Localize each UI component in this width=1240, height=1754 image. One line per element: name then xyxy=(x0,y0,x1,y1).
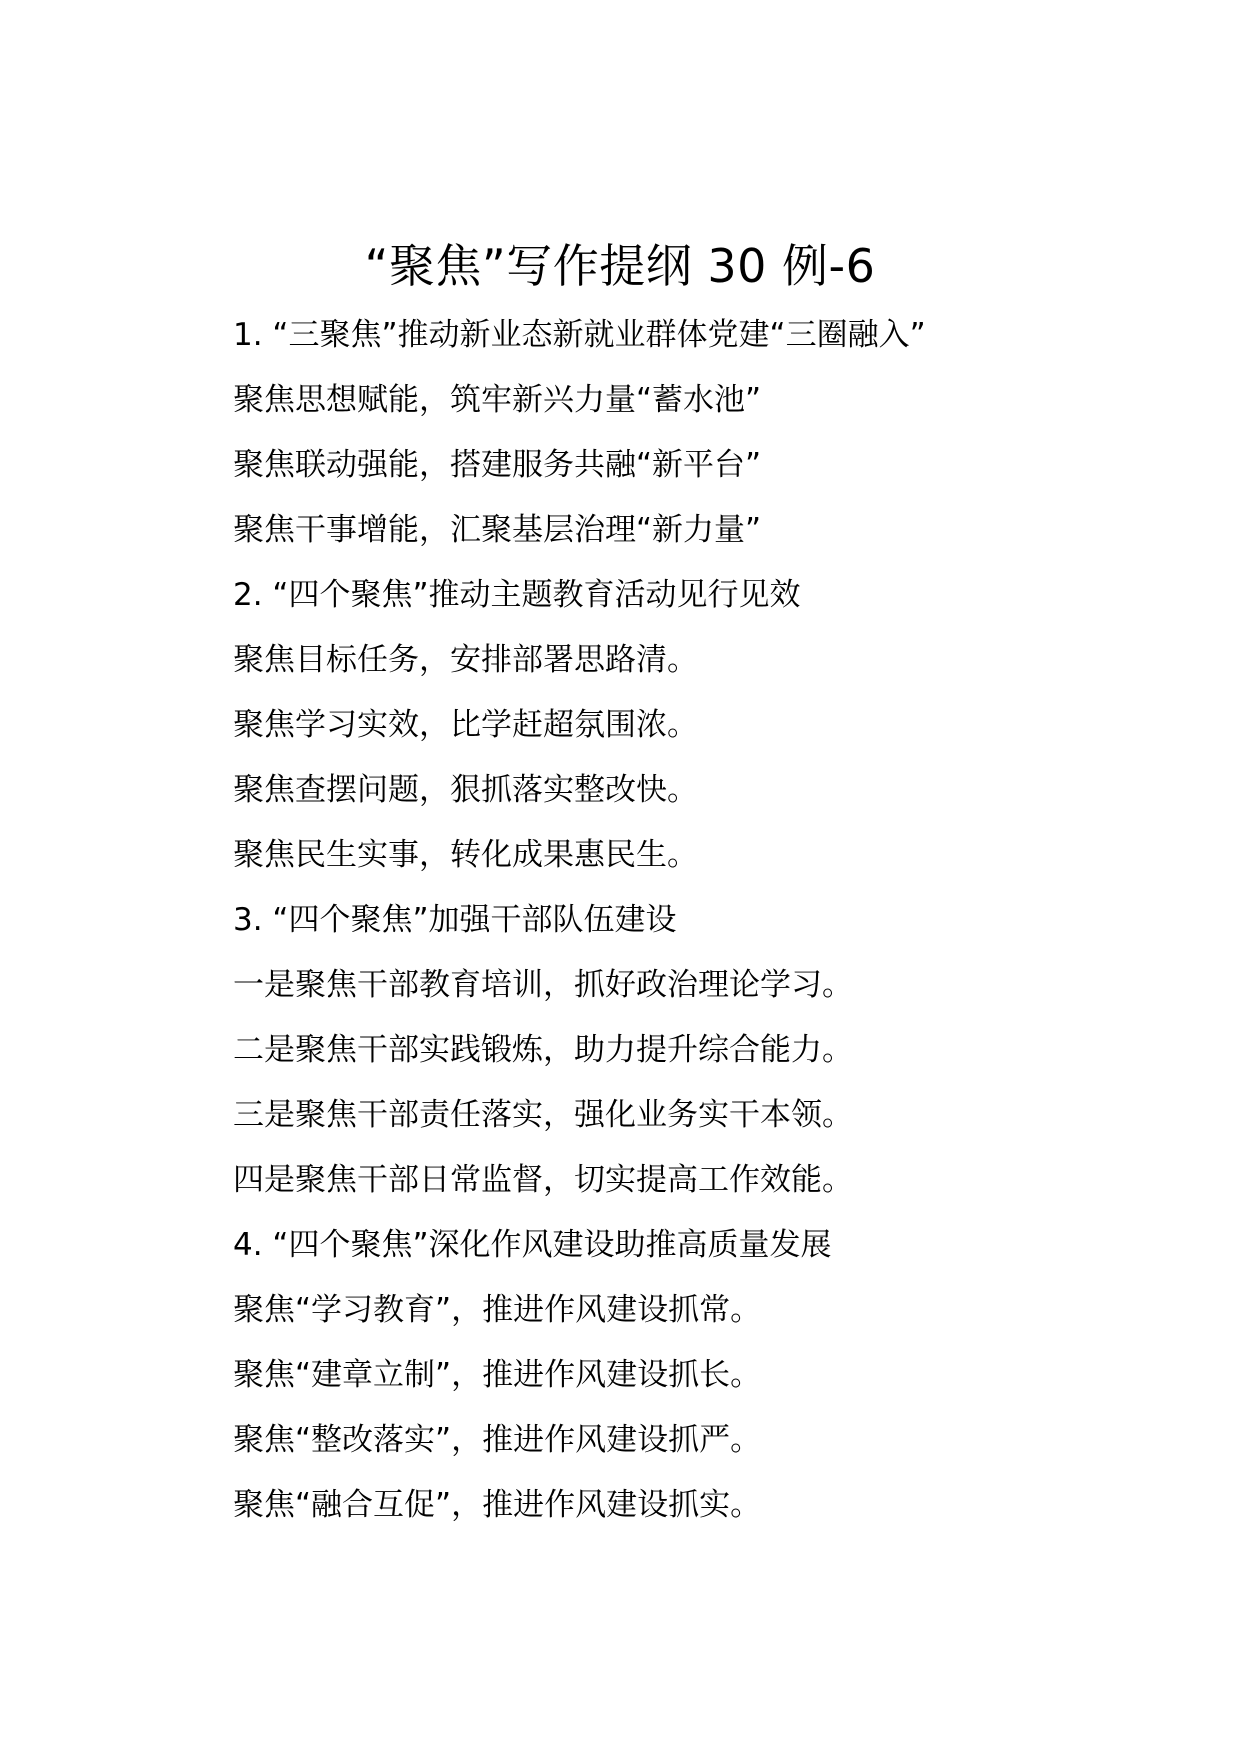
text-line: 聚焦查摆问题，狠抓落实整改快。 xyxy=(233,772,698,808)
text-line: 二是聚焦干部实践锻炼，助力提升综合能力。 xyxy=(233,1032,853,1068)
document-title: “聚焦”写作提纲 30 例-6 xyxy=(364,239,876,293)
text-line: 聚焦干事增能，汇聚基层治理“新力量” xyxy=(233,512,762,548)
text-line: 聚焦“学习教育”，推进作风建设抓常。 xyxy=(233,1292,762,1328)
heading-2: 2. “四个聚焦”推动主题教育活动见行见效 xyxy=(233,577,801,613)
heading-3: 3. “四个聚焦”加强干部队伍建设 xyxy=(233,902,677,938)
heading-1: 1. “三聚焦”推动新业态新就业群体党建“三圈融入” xyxy=(233,317,926,353)
heading-4: 4. “四个聚焦”深化作风建设助推高质量发展 xyxy=(233,1227,832,1263)
document-body xyxy=(233,303,1133,1538)
text-line: 聚焦“融合互促”，推进作风建设抓实。 xyxy=(233,1487,762,1523)
text-line: 聚焦思想赋能，筑牢新兴力量“蓄水池” xyxy=(233,382,762,418)
text-line: 三是聚焦干部责任落实，强化业务实干本领。 xyxy=(233,1097,853,1133)
text-line: 聚焦“建章立制”，推进作风建设抓长。 xyxy=(233,1357,762,1393)
text-line: 聚焦民生实事，转化成果惠民生。 xyxy=(233,837,698,873)
text-line: 聚焦联动强能，搭建服务共融“新平台” xyxy=(233,447,762,483)
text-line: 四是聚焦干部日常监督，切实提高工作效能。 xyxy=(233,1162,853,1198)
text-line: 一是聚焦干部教育培训，抓好政治理论学习。 xyxy=(233,967,853,1003)
text-line: 聚焦学习实效，比学赶超氛围浓。 xyxy=(233,707,698,743)
text-line: 聚焦目标任务，安排部署思路清。 xyxy=(233,642,698,678)
text-line: 聚焦“整改落实”，推进作风建设抓严。 xyxy=(233,1422,762,1458)
